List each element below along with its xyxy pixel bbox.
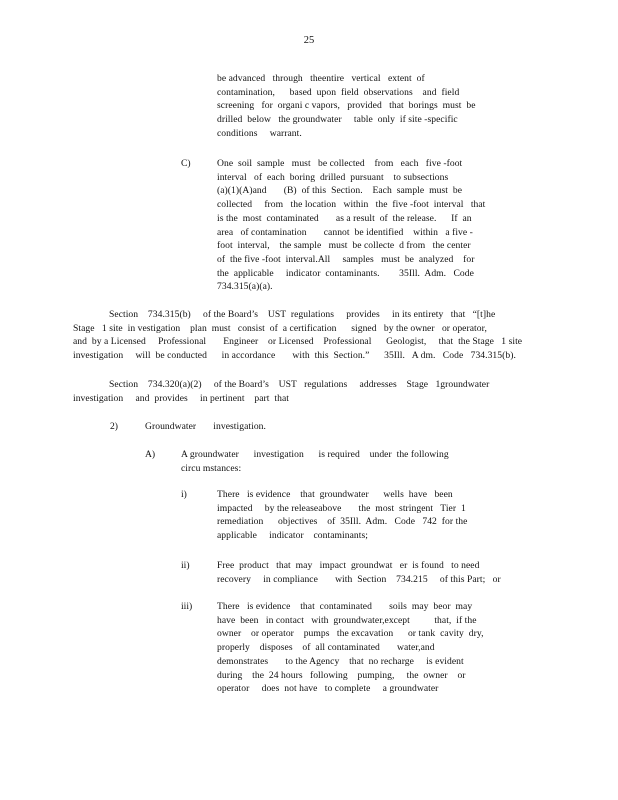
item-iii-line: properly disposes of all contaminated water,and <box>217 642 435 654</box>
para-734-315-line: Section 734.315(b) of the Board’s UST regulations provides in its entirety that “[t]he <box>109 309 496 320</box>
page-number: 25 <box>303 35 315 46</box>
item-ii-line: recovery in compliance with Section 734.215 of this Part; or <box>217 573 501 585</box>
item-i-line: There is evidence that groundwater wells have been <box>217 489 453 500</box>
continuation-line: screening for organi c vapors, provided that borings must be <box>217 100 476 112</box>
item-c-line: (a)(1)(A)and (B) of this Section. Each sample must be <box>217 185 462 197</box>
item-ii-label: ii) <box>181 560 190 571</box>
para-734-315-line: investigation will be conducted in accordance with this Section.” 35Ill. A dm. Code 734.315(b). <box>73 350 516 362</box>
continuation-line: be advanced through theentire vertical extent of <box>217 73 425 84</box>
item-iii-line: owner or operator pumps the excavation or tank cavity dry, <box>217 628 484 640</box>
item-c-label: C) <box>181 158 191 169</box>
item-c-line: area of contamination cannot be identified within a five - <box>217 226 473 238</box>
item-iii-line: during the 24 hours following pumping, the owner or <box>217 669 466 681</box>
para-734-315-line: and by a Licensed Professional Engineer or Licensed Professional Geologist, that the Stage 1 site <box>73 336 523 348</box>
item-2-label: 2) <box>110 421 118 432</box>
item-iii-label: iii) <box>181 601 193 612</box>
item-iii-line: demonstrates to the Agency that no recharge is evident <box>217 655 464 667</box>
item-c-line: foot interval, the sample must be collecte d from the center <box>217 240 471 252</box>
item-c-line: interval of each boring drilled pursuant to subsections <box>217 171 449 183</box>
item-a-line: circu mstances: <box>181 462 242 474</box>
item-c-line: 734.315(a)(a). <box>217 281 273 293</box>
continuation-line: drilled below the groundwater table only if site -specific <box>217 114 458 126</box>
para-734-315-line: Stage 1 site in vestigation plan must consist of a certification signed by the owner or operator, <box>73 322 487 334</box>
item-ii-line: Free product that may impact groundwat er is found to need <box>217 560 480 571</box>
item-i-line: remediation objectives of 35Ill. Adm. Code 742 for the <box>217 516 468 528</box>
item-a-label: A) <box>145 449 156 460</box>
item-iii-line: There is evidence that contaminated soils may beor may <box>217 601 473 612</box>
item-2-line: Groundwater investigation. <box>145 421 266 432</box>
para-734-320-line: Section 734.320(a)(2) of the Board’s UST regulations addresses Stage 1groundwater <box>109 379 490 390</box>
item-c-line: the applicable indicator contaminants. 35Ill. Adm. Code <box>217 267 474 279</box>
item-c-line: One soil sample must be collected from each five -foot <box>217 158 463 169</box>
item-c-line: collected from the location within the five -foot interval that <box>217 199 486 211</box>
item-c-line: is the most contaminated as a result of the release. If an <box>217 212 472 224</box>
item-i-line: applicable indicator contaminants; <box>217 530 368 542</box>
continuation-line: contamination, based upon field observations and field <box>217 86 460 98</box>
continuation-line: conditions warrant. <box>217 127 302 139</box>
item-i-line: impacted by the releaseabove the most stringent Tier 1 <box>217 502 466 514</box>
item-a-line: A groundwater investigation is required under the following <box>181 449 449 460</box>
item-iii-line: operator does not have to complete a groundwater <box>217 683 439 695</box>
item-c-line: of the five -foot interval.All samples must be analyzed for <box>217 253 475 265</box>
para-734-320-line: investigation and provides in pertinent part that <box>73 392 289 404</box>
item-i-label: i) <box>181 489 187 500</box>
item-iii-line: have been in contact with groundwater,except that, if the <box>217 614 477 626</box>
